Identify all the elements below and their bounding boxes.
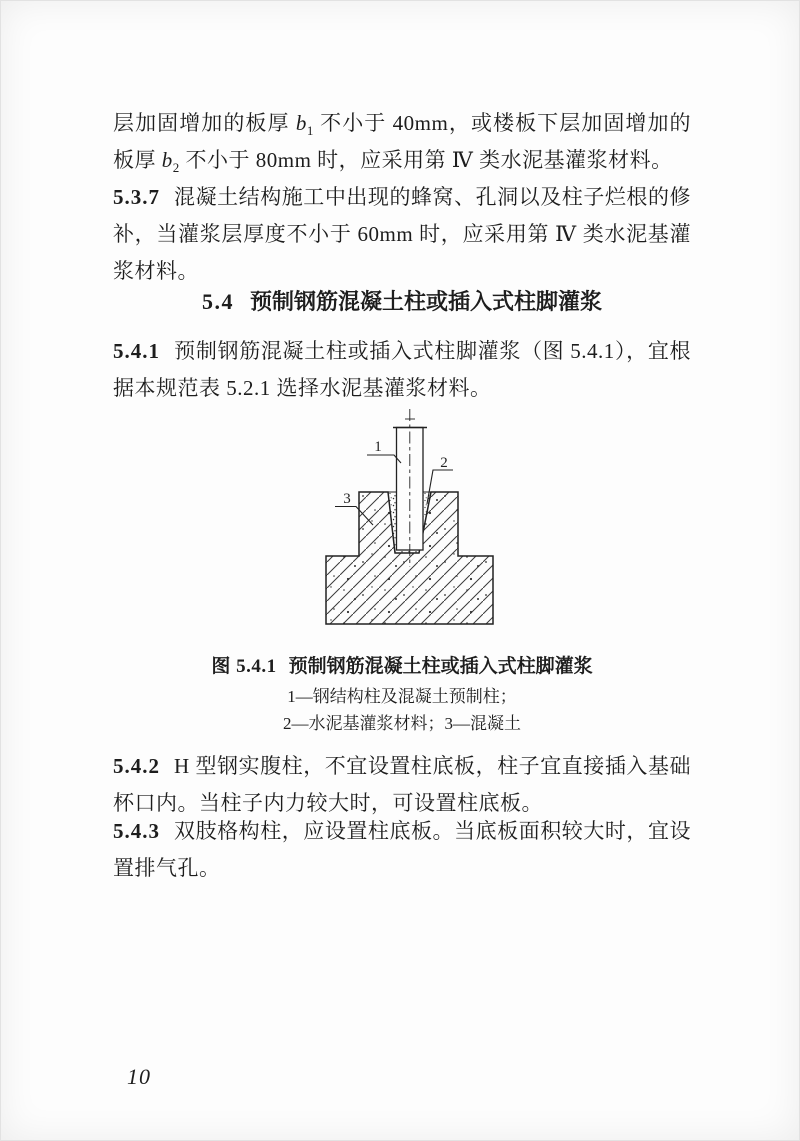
variable-b2-subscript: 2 — [172, 160, 180, 176]
figure-label-2: 2 — [440, 455, 448, 471]
figure-legend-line-1: 1—钢结构柱及混凝土预制柱； — [287, 687, 517, 706]
para-text: 不小于 40mm，或楼板下层加固增加的板厚 — [113, 111, 692, 172]
figure-label-1: 1 — [374, 439, 382, 455]
clause-text: H 型钢实腹柱，不宜设置柱底板，柱子宜直接插入基础杯口内。当柱子内力较大时，可设置柱底板。 — [113, 754, 691, 815]
variable-b1-subscript: 1 — [306, 123, 314, 139]
para-text: 层加固增加的板厚 — [113, 111, 296, 135]
clause-number: 5.3.7 — [113, 185, 160, 209]
variable-b1: b — [295, 111, 307, 135]
variable-b2: b — [161, 148, 173, 172]
figure-caption — [113, 655, 691, 679]
clause-5-4-1 — [113, 333, 691, 407]
clause-number: 5.4.2 — [113, 754, 160, 778]
clause-5-3-7 — [113, 179, 691, 290]
figure-caption-title: 预制钢筋混凝土柱或插入式柱脚灌浆 — [288, 656, 593, 677]
clause-text: 混凝土结构施工中出现的蜂窝、孔洞以及柱子烂根的修补，当灌浆层厚度不小于 60mm 时，应采用第 Ⅳ 类水泥基灌浆材料。 — [113, 185, 691, 283]
clause-number: 5.4.3 — [113, 819, 160, 843]
section-title: 预制钢筋混凝土柱或插入式柱脚灌浆 — [249, 289, 602, 314]
section-number: 5.4 — [201, 289, 234, 314]
clause-text: 双肢格构柱，应设置柱底板。当底板面积较大时，宜设置排气孔。 — [113, 819, 691, 880]
figure-legend-line-2: 2—水泥基灌浆材料；3—混凝土 — [283, 714, 521, 733]
page-number: 10 — [127, 1064, 151, 1089]
figure-label-3: 3 — [343, 491, 351, 507]
clause-text: 预制钢筋混凝土柱或插入式柱脚灌浆（图 5.4.1），宜根据本规范表 5.2.1 选择水泥基灌浆材料。 — [113, 339, 691, 400]
paragraph-continuation — [113, 105, 691, 179]
column-base-grouting-diagram — [301, 406, 511, 636]
figure-5-4-1 — [301, 406, 511, 636]
section-heading — [113, 289, 691, 315]
clause-5-4-3 — [113, 813, 691, 887]
para-text: 不小于 80mm 时，应采用第 Ⅳ 类水泥基灌浆材料。 — [179, 148, 673, 172]
clause-5-4-2 — [113, 748, 691, 822]
figure-number: 图 5.4.1 — [211, 656, 277, 677]
clause-number: 5.4.1 — [113, 339, 160, 363]
